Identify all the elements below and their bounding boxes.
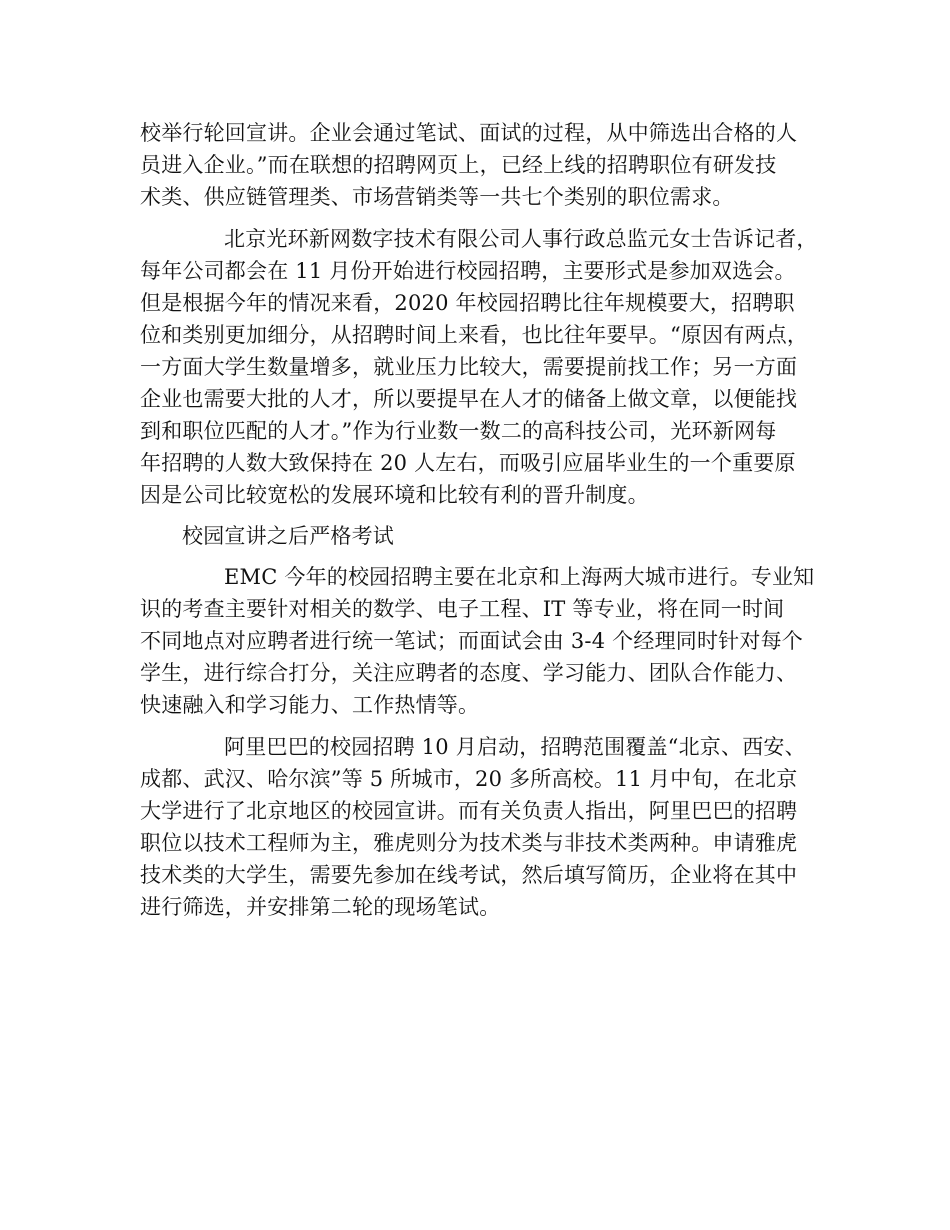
text-line: 位和类别更加细分，从招聘时间上来看，也比往年要早。“原因有两点， [140, 323, 809, 347]
text-line: 校举行轮回宣讲。企业会通过笔试、面试的过程，从中筛选出合格的人 [140, 121, 798, 145]
text-line: 大学进行了北京地区的校园宣讲。而有关负责人指出，阿里巴巴的招聘 [140, 799, 798, 823]
text-line: 不同地点对应聘者进行统一笔试；而面试会由 3-4 个经理同时针对每个 [140, 629, 803, 653]
text-line: 到和职位匹配的人才。”作为行业数一数二的高科技公司，光环新网每 [140, 419, 777, 443]
text-line: 因是公司比较宽松的发展环境和比较有利的晋升制度。 [140, 483, 649, 507]
paragraph-start-line: 阿里巴巴的校园招聘 10 月启动，招聘范围覆盖“北京、西安、 [224, 735, 806, 759]
text-line: 成都、武汉、哈尔滨”等 5 所城市，20 多所高校。11 月中旬，在北京 [140, 767, 798, 791]
text-line: 年招聘的人数大致保持在 20 人左右，而吸引应届毕业生的一个重要原 [140, 451, 796, 475]
text-line: 企业也需要大批的人才，所以要提早在人才的储备上做文章，以便能找 [140, 387, 798, 411]
paragraph-start-line: EMC 今年的校园招聘主要在北京和上海两大城市进行。专业知 [224, 565, 815, 589]
paragraph-start-line: 北京光环新网数字技术有限公司人事行政总监元女士告诉记者， [224, 227, 818, 251]
text-line: 快速融入和学习能力、工作热情等。 [140, 693, 480, 717]
text-line: 一方面大学生数量增多，就业压力比较大，需要提前找工作；另一方面 [140, 355, 798, 379]
text-line: 识的考查主要针对相关的数学、电子工程、IT 等专业，将在同一时间 [140, 597, 785, 621]
section-heading: 校园宣讲之后严格考试 [182, 524, 394, 548]
text-line: 进行筛选，并安排第二轮的现场笔试。 [140, 895, 501, 919]
text-line: 术类、供应链管理类、市场营销类等一共七个类别的职位需求。 [140, 185, 734, 209]
text-line: 但是根据今年的情况来看，2020 年校园招聘比往年规模要大，招聘职 [140, 291, 795, 315]
text-line: 学生，进行综合打分，关注应聘者的态度、学习能力、团队合作能力、 [140, 661, 798, 685]
text-line: 职位以技术工程师为主，雅虎则分为技术类与非技术类两种。申请雅虎 [140, 831, 798, 855]
text-line: 技术类的大学生，需要先参加在线考试，然后填写简历，企业将在其中 [140, 863, 798, 887]
text-line: 员进入企业。”而在联想的招聘网页上，已经上线的招聘职位有研发技 [140, 153, 777, 177]
text-line: 每年公司都会在 11 月份开始进行校园招聘，主要形式是参加双选会。 [140, 259, 796, 283]
